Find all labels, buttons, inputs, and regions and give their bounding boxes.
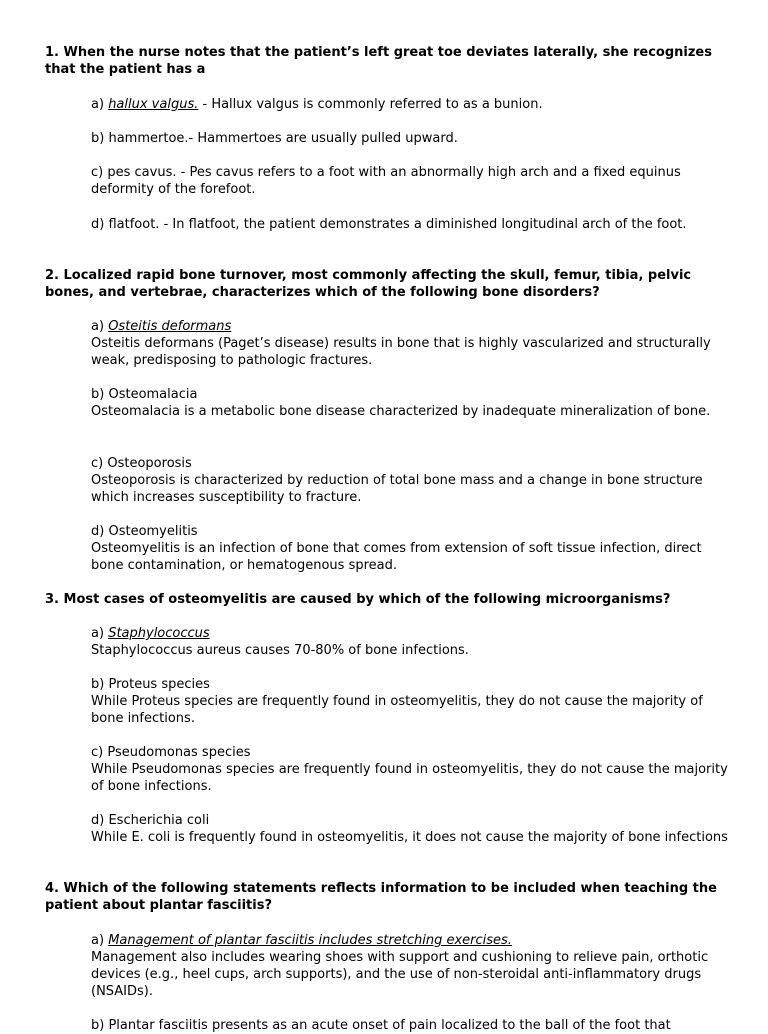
q2-option-d: d) Osteomyelitis Osteomyelitis is an infection of bone that comes from extension of soft tissue infection, direct bone contamination, or hematogenous spread. — [91, 524, 702, 573]
question-1: 1. When the nurse notes that the patient’s left great toe deviates laterally, she recognizes that the patient has a — [45, 45, 712, 77]
question-3: 3. Most cases of osteomyelitis are caused by which of the following microorganisms? — [45, 592, 671, 607]
q3-option-d: d) Escherichia coli While E. coli is frequently found in osteomyelitis, it does not cause the majority of bone infections — [91, 813, 728, 845]
q1-option-a: a) hallux valgus. - Hallux valgus is commonly referred to as a bunion. — [91, 97, 543, 112]
q4-option-a: a) Management of plantar fasciitis includes stretching exercises. Management also includes wearing shoes with support and cushioning to relieve pain, orthotic devices (e.g., heel cups, arch supports), and the use of non-steroidal anti-inflammatory drugs (NSAIDs). — [91, 933, 709, 999]
q1-option-c: c) pes cavus. - Pes cavus refers to a foot with an abnormally high arch and a fixed equinus deformity of the forefoot. — [91, 165, 681, 197]
q2-option-a: a) Osteitis deformans Osteitis deformans (Paget’s disease) results in bone that is highly vascularized and structurally weak, predisposing to pathologic fractures. — [91, 319, 711, 368]
q3-option-a: a) Staphylococcus Staphylococcus aureus causes 70-80% of bone infections. — [91, 626, 469, 658]
q1-option-d: d) flatfoot. - In flatfoot, the patient demonstrates a diminished longitudinal arch of the foot. — [91, 217, 687, 232]
q3-option-c: c) Pseudomonas species While Pseudomonas species are frequently found in osteomyelitis, they do not cause the majority of bone infections. — [91, 745, 728, 794]
q2-option-c: c) Osteoporosis Osteoporosis is characterized by reduction of total bone mass and a change in bone structure which increases susceptibility to fracture. — [91, 456, 703, 505]
q2-option-b: b) Osteomalacia Osteomalacia is a metabolic bone disease characterized by inadequate mineralization of bone. — [91, 387, 711, 419]
q3-option-b: b) Proteus species While Proteus species are frequently found in osteomyelitis, they do not cause the majority of bone infections. — [91, 677, 703, 726]
q1-option-b: b) hammertoe.- Hammertoes are usually pulled upward. — [91, 131, 458, 146]
q4-option-b: b) Plantar fasciitis presents as an acute onset of pain localized to the ball of the foot that — [91, 1018, 671, 1033]
question-4: 4. Which of the following statements reflects information to be included when teaching the patient about plantar fasciitis? — [45, 881, 717, 913]
question-2: 2. Localized rapid bone turnover, most commonly affecting the skull, femur, tibia, pelvic bones, and vertebrae, characterizes which of the following bone disorders? — [45, 268, 692, 300]
